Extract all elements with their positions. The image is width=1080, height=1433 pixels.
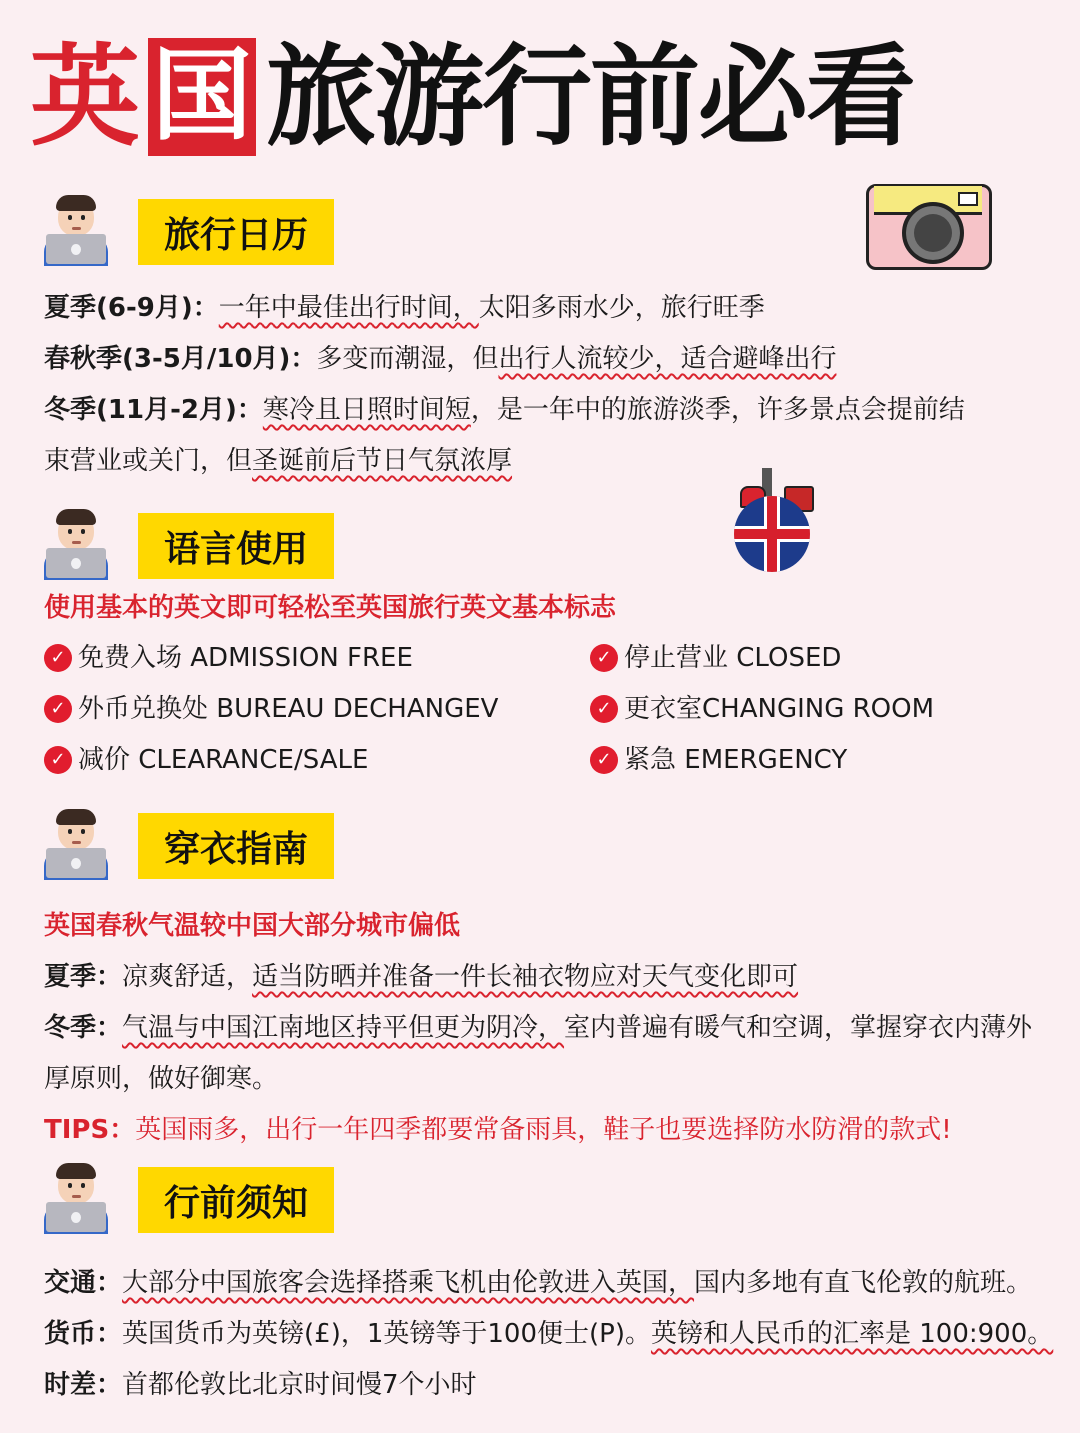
notes-currency: 货币：英国货币为英镑(£)，1英镑等于100便士(P)。英镑和人民币的汇率是 100:900。: [44, 1319, 1054, 1349]
camera-icon: [866, 172, 996, 264]
language-item: ✓ 外币兑换处 BUREAU DECHANGEV: [44, 693, 498, 725]
clothing-winter: 冬季：气温与中国江南地区持平但更为阴冷，室内普遍有暖气和空调，掌握穿衣内薄外: [44, 1013, 1033, 1043]
section-notes-header: [44, 1166, 334, 1234]
title-part-2: 国: [148, 38, 256, 156]
section-tag-language: 语言使用: [138, 513, 334, 579]
language-subtitle: 使用基本的英文即可轻松至英国旅行英文基本标志: [44, 593, 617, 623]
title-part-1: 英: [30, 33, 138, 161]
man-with-laptop-icon: [44, 812, 108, 880]
language-item: ✓ 紧急 EMERGENCY: [590, 744, 847, 776]
uk-flag-icon: [722, 468, 832, 576]
language-item: ✓ 减价 CLEARANCE/SALE: [44, 744, 368, 776]
notes-traffic: 交通：大部分中国旅客会选择搭乘飞机由伦敦进入英国，国内多地有直飞伦敦的航班。: [44, 1268, 1033, 1298]
language-item: ✓ 停止营业 CLOSED: [590, 642, 841, 674]
section-calendar-header: [44, 198, 334, 266]
check-circle-icon: ✓: [590, 644, 618, 672]
section-clothing-header: [44, 812, 334, 880]
clothing-tips: TIPS：英国雨多，出行一年四季都要常备雨具，鞋子也要选择防水防滑的款式!: [44, 1115, 952, 1145]
check-circle-icon: ✓: [590, 695, 618, 723]
section-tag-calendar: 旅行日历: [138, 199, 334, 265]
section-tag-clothing: 穿衣指南: [138, 813, 334, 879]
calendar-spring-autumn: 春秋季(3-5月/10月)：多变而潮湿，但出行人流较少，适合避峰出行: [44, 344, 837, 374]
section-tag-notes: 行前须知: [138, 1167, 334, 1233]
check-circle-icon: ✓: [44, 746, 72, 774]
clothing-winter-line2: 厚原则，做好御寒。: [44, 1064, 279, 1094]
section-language-header: [44, 512, 334, 580]
language-item: ✓ 更衣室CHANGING ROOM: [590, 693, 934, 725]
calendar-winter: 冬季(11月-2月)：寒冷且日照时间短，是一年中的旅游淡季，许多景点会提前结: [44, 395, 965, 425]
man-with-laptop-icon: [44, 1166, 108, 1234]
man-with-laptop-icon: [44, 198, 108, 266]
calendar-winter-line2: 束营业或关门，但圣诞前后节日气氛浓厚: [44, 446, 513, 476]
title-part-3: 旅游行前必看: [266, 33, 914, 161]
man-with-laptop-icon: [44, 512, 108, 580]
page-title: [30, 32, 914, 162]
language-item: ✓ 免费入场 ADMISSION FREE: [44, 642, 413, 674]
check-circle-icon: ✓: [44, 644, 72, 672]
calendar-summer: 夏季(6-9月)：一年中最佳出行时间，太阳多雨水少，旅行旺季: [44, 293, 765, 323]
check-circle-icon: ✓: [44, 695, 72, 723]
clothing-summer: 夏季：凉爽舒适，适当防晒并准备一件长袖衣物应对天气变化即可: [44, 962, 799, 992]
clothing-subtitle: 英国春秋气温较中国大部分城市偏低: [44, 911, 461, 941]
notes-timezone: 时差：首都伦敦比北京时间慢7个小时: [44, 1370, 477, 1400]
check-circle-icon: ✓: [590, 746, 618, 774]
